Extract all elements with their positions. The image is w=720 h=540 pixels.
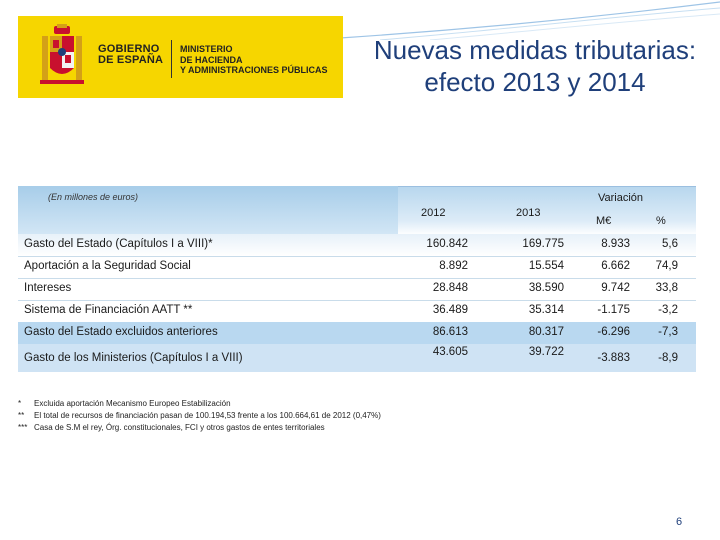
value-2013: 15.554 (528, 260, 564, 272)
header-2013: 2013 (516, 207, 541, 219)
table-row (18, 278, 696, 300)
value-2013: 35.314 (528, 304, 564, 316)
logo-divider (171, 40, 172, 78)
variation-me: -1.175 (597, 304, 630, 316)
value-2013: 169.775 (522, 238, 564, 250)
variation-pct: -7,3 (658, 326, 678, 338)
footnote (18, 422, 381, 434)
value-2012: 8.892 (439, 260, 468, 272)
value-2013: 38.590 (528, 282, 564, 294)
table-row (18, 234, 696, 256)
footnote-mark: ** (18, 411, 25, 420)
coat-of-arms-icon (40, 24, 84, 90)
government-name (98, 44, 163, 66)
variation-me: 6.662 (601, 260, 630, 272)
variation-pct: 74,9 (655, 260, 678, 272)
value-2012: 43.605 (432, 346, 468, 358)
table-row (18, 300, 696, 322)
footnote-mark: *** (18, 423, 28, 432)
variation-pct: -3,2 (658, 304, 678, 316)
variation-me: 9.742 (601, 282, 630, 294)
header-variation: Variación (598, 192, 644, 204)
footnote-text: Excluida aportación Mecanismo Europeo Estabilización (34, 399, 231, 408)
ministry-line-1: MINISTERIO (180, 44, 233, 54)
value-2013: 39.722 (528, 346, 564, 358)
value-2012: 28.848 (432, 282, 468, 294)
row-label: Sistema de Financiación AATT ** (24, 304, 193, 316)
ministry-line-3: Y ADMINISTRACIONES PÚBLICAS (180, 65, 328, 75)
variation-me: 8.933 (601, 238, 630, 250)
variation-me: -6.296 (597, 326, 630, 338)
value-2013: 80.317 (528, 326, 564, 338)
page-number: 6 (676, 516, 683, 528)
row-label: Gasto de los Ministerios (Capítulos I a VIII) (24, 352, 243, 364)
footnote (18, 410, 381, 422)
row-label: Gasto del Estado (Capítulos I a VIII)* (24, 238, 213, 250)
logo-line-1: GOBIERNO (98, 43, 160, 55)
footnote-text: El total de recursos de financiación pasan de 100.194,53 frente a los 100.664,61 de 2012 (0,47%) (34, 411, 381, 420)
footnote-mark: * (18, 399, 22, 408)
variation-pct: -8,9 (658, 352, 678, 364)
logo-line-2: DE ESPAÑA (98, 54, 164, 66)
title-line-2: efecto 2013 y 2014 (424, 67, 646, 97)
table-row-highlight (18, 322, 696, 344)
header-percent: % (656, 215, 666, 227)
title-line-1: Nuevas medidas tributarias: (373, 35, 697, 65)
row-label: Gasto del Estado excluidos anteriores (24, 326, 218, 338)
slide-title (350, 34, 720, 98)
header-million-euros: M€ (596, 215, 612, 227)
row-label: Aportación a la Seguridad Social (24, 260, 191, 272)
table-row-highlight (18, 344, 696, 372)
variation-pct: 33,8 (655, 282, 678, 294)
row-label: Intereses (24, 282, 72, 294)
header-2012: 2012 (421, 207, 446, 219)
government-logo (18, 16, 343, 98)
table-row (18, 256, 696, 278)
footnotes (18, 398, 381, 434)
variation-me: -3.883 (597, 352, 630, 364)
footnote-text: Casa de S.M el rey, Órg. constitucionales, FCI y otros gastos de entes territoriales (34, 423, 325, 432)
ministry-name (180, 44, 328, 76)
value-2012: 86.613 (432, 326, 468, 338)
footnote (18, 398, 381, 410)
value-2012: 36.489 (432, 304, 468, 316)
spending-table (18, 186, 696, 374)
ministry-line-2: DE HACIENDA (180, 54, 243, 65)
variation-pct: 5,6 (662, 238, 678, 250)
value-2012: 160.842 (426, 238, 468, 250)
units-note: (En millones de euros) (48, 192, 139, 202)
